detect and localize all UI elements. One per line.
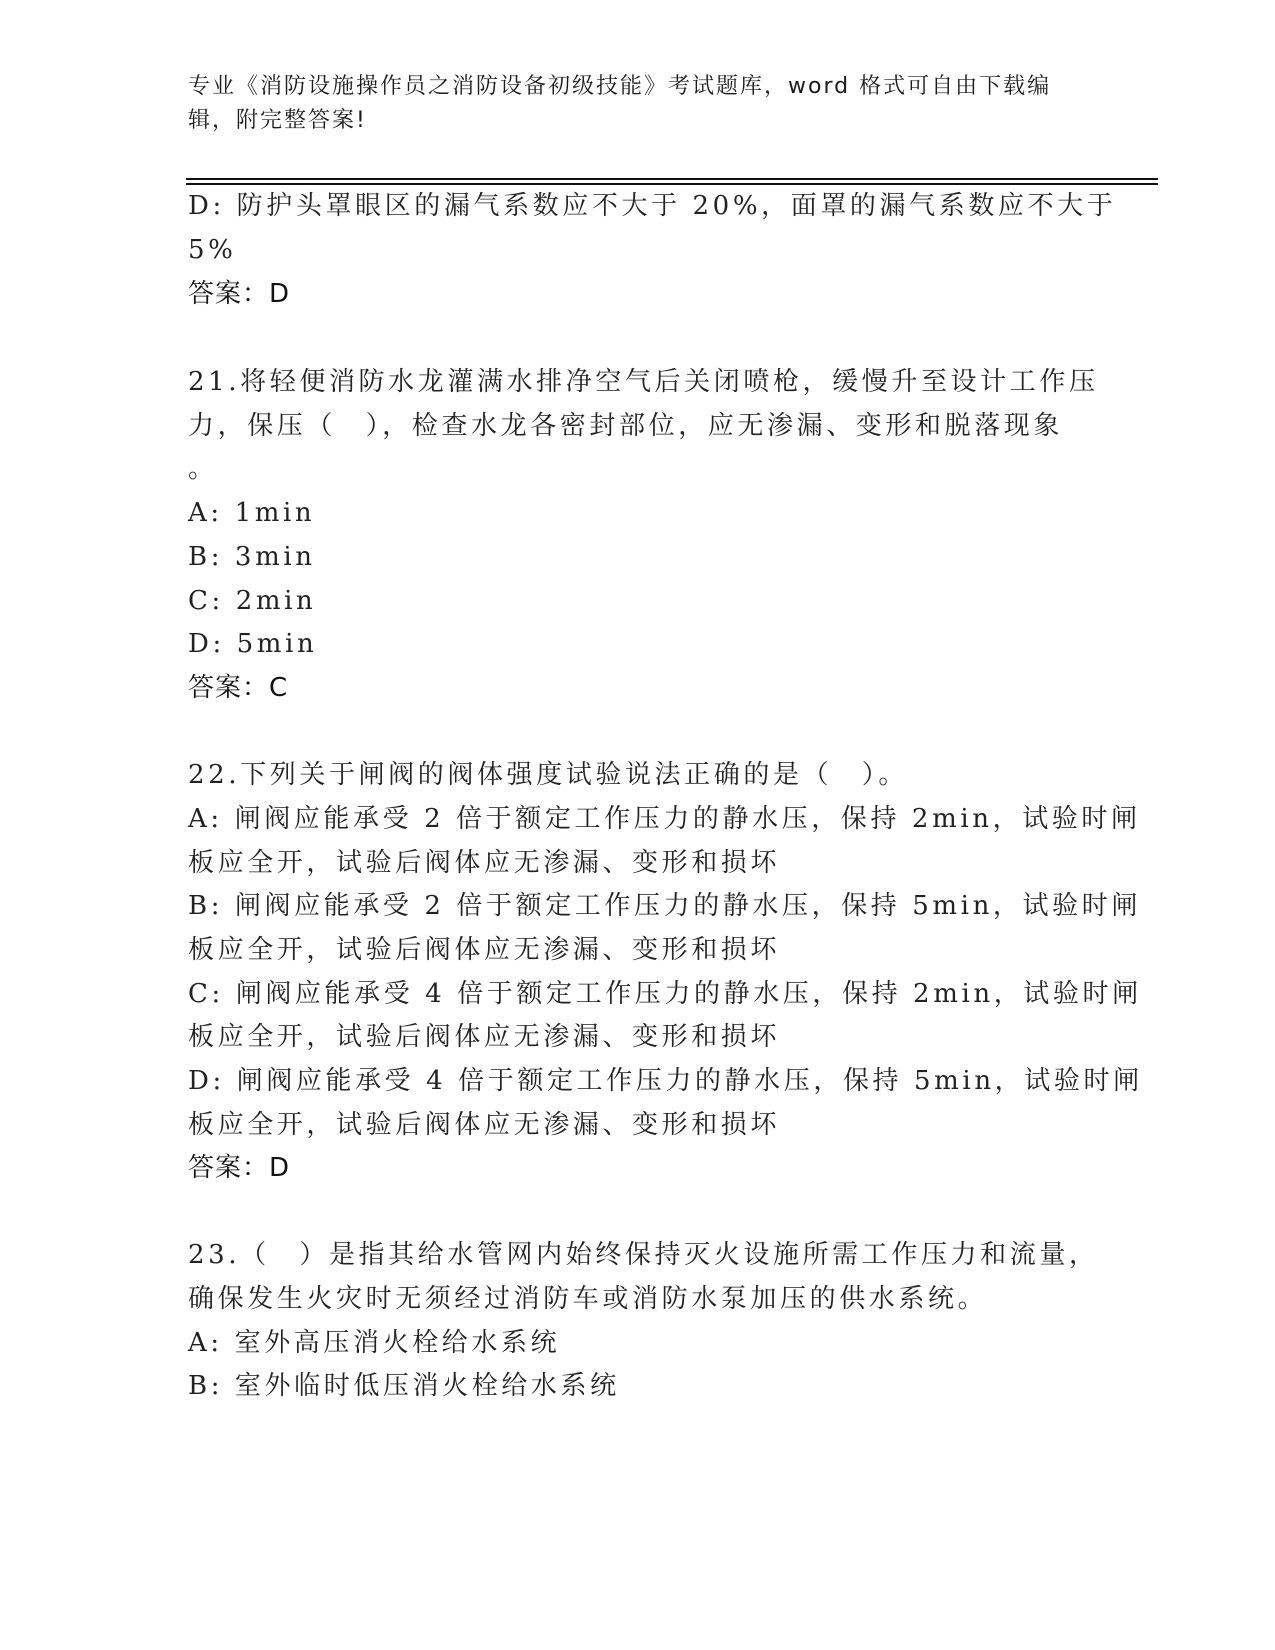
q22-option-b-line-2: 板应全开，试验后阀体应无渗漏、变形和损坏: [188, 935, 781, 965]
q22-option-c-line-2: 板应全开，试验后阀体应无渗漏、变形和损坏: [188, 1022, 781, 1052]
q21-stem-line-3: 。: [188, 454, 218, 484]
q22-option-d-line-2: 板应全开，试验后阀体应无渗漏、变形和损坏: [188, 1110, 781, 1140]
prev-option-d-line-1: D: 防护头罩眼区的漏气系数应不大于 20%，面罩的漏气系数应不大于: [188, 191, 1117, 221]
header-divider-bottom: [186, 183, 1158, 185]
q21-option-c: C: 2min: [188, 586, 317, 616]
q22-option-a-line-1: A: 闸阀应能承受 2 倍于额定工作压力的静水压，保持 2min，试验时闸: [188, 804, 1141, 834]
q22-option-d-line-1: D: 闸阀应能承受 4 倍于额定工作压力的静水压，保持 5min，试验时闸: [188, 1066, 1143, 1096]
q22-option-a-line-2: 板应全开，试验后阀体应无渗漏、变形和损坏: [188, 848, 781, 878]
page-header: [188, 70, 1068, 138]
q21-option-b: B: 3min: [188, 542, 316, 572]
q21-option-d: D: 5min: [188, 629, 318, 659]
q23-stem-line-2: 确保发生火灾时无须经过消防车或消防水泵加压的供水系统。: [188, 1284, 988, 1314]
q23-option-a: A: 室外高压消火栓给水系统: [188, 1328, 561, 1358]
q21-option-a: A: 1min: [188, 498, 316, 528]
q22-option-c-line-1: C: 闸阀应能承受 4 倍于额定工作压力的静水压，保持 2min，试验时闸: [188, 979, 1142, 1009]
prev-option-d-line-2: 5%: [188, 235, 237, 265]
q22-option-b-line-1: B: 闸阀应能承受 2 倍于额定工作压力的静水压，保持 5min，试验时闸: [188, 891, 1141, 921]
q22-answer: 答案：D: [188, 1153, 291, 1183]
header-line-2: 辑，附完整答案!: [188, 108, 367, 133]
header-line-1: 专业《消防设施操作员之消防设备初级技能》考试题库，word 格式可自由下载编: [188, 74, 1052, 99]
q22-stem: 22.下列关于闸阀的阀体强度试验说法正确的是（ ）。: [188, 760, 908, 790]
q23-option-b: B: 室外临时低压消火栓给水系统: [188, 1371, 620, 1401]
prev-answer: 答案：D: [188, 279, 291, 309]
header-divider-top: [186, 178, 1158, 180]
q21-stem-line-1: 21.将轻便消防水龙灌满水排净空气后关闭喷枪，缓慢升至设计工作压: [188, 367, 1099, 397]
q21-stem-line-2: 力，保压（ ），检查水龙各密封部位，应无渗漏、变形和脱落现象: [188, 411, 1064, 441]
q21-answer: 答案：C: [188, 673, 289, 703]
q23-stem-line-1: 23.（ ）是指其给水管网内始终保持灭火设施所需工作压力和流量，: [188, 1240, 1099, 1270]
